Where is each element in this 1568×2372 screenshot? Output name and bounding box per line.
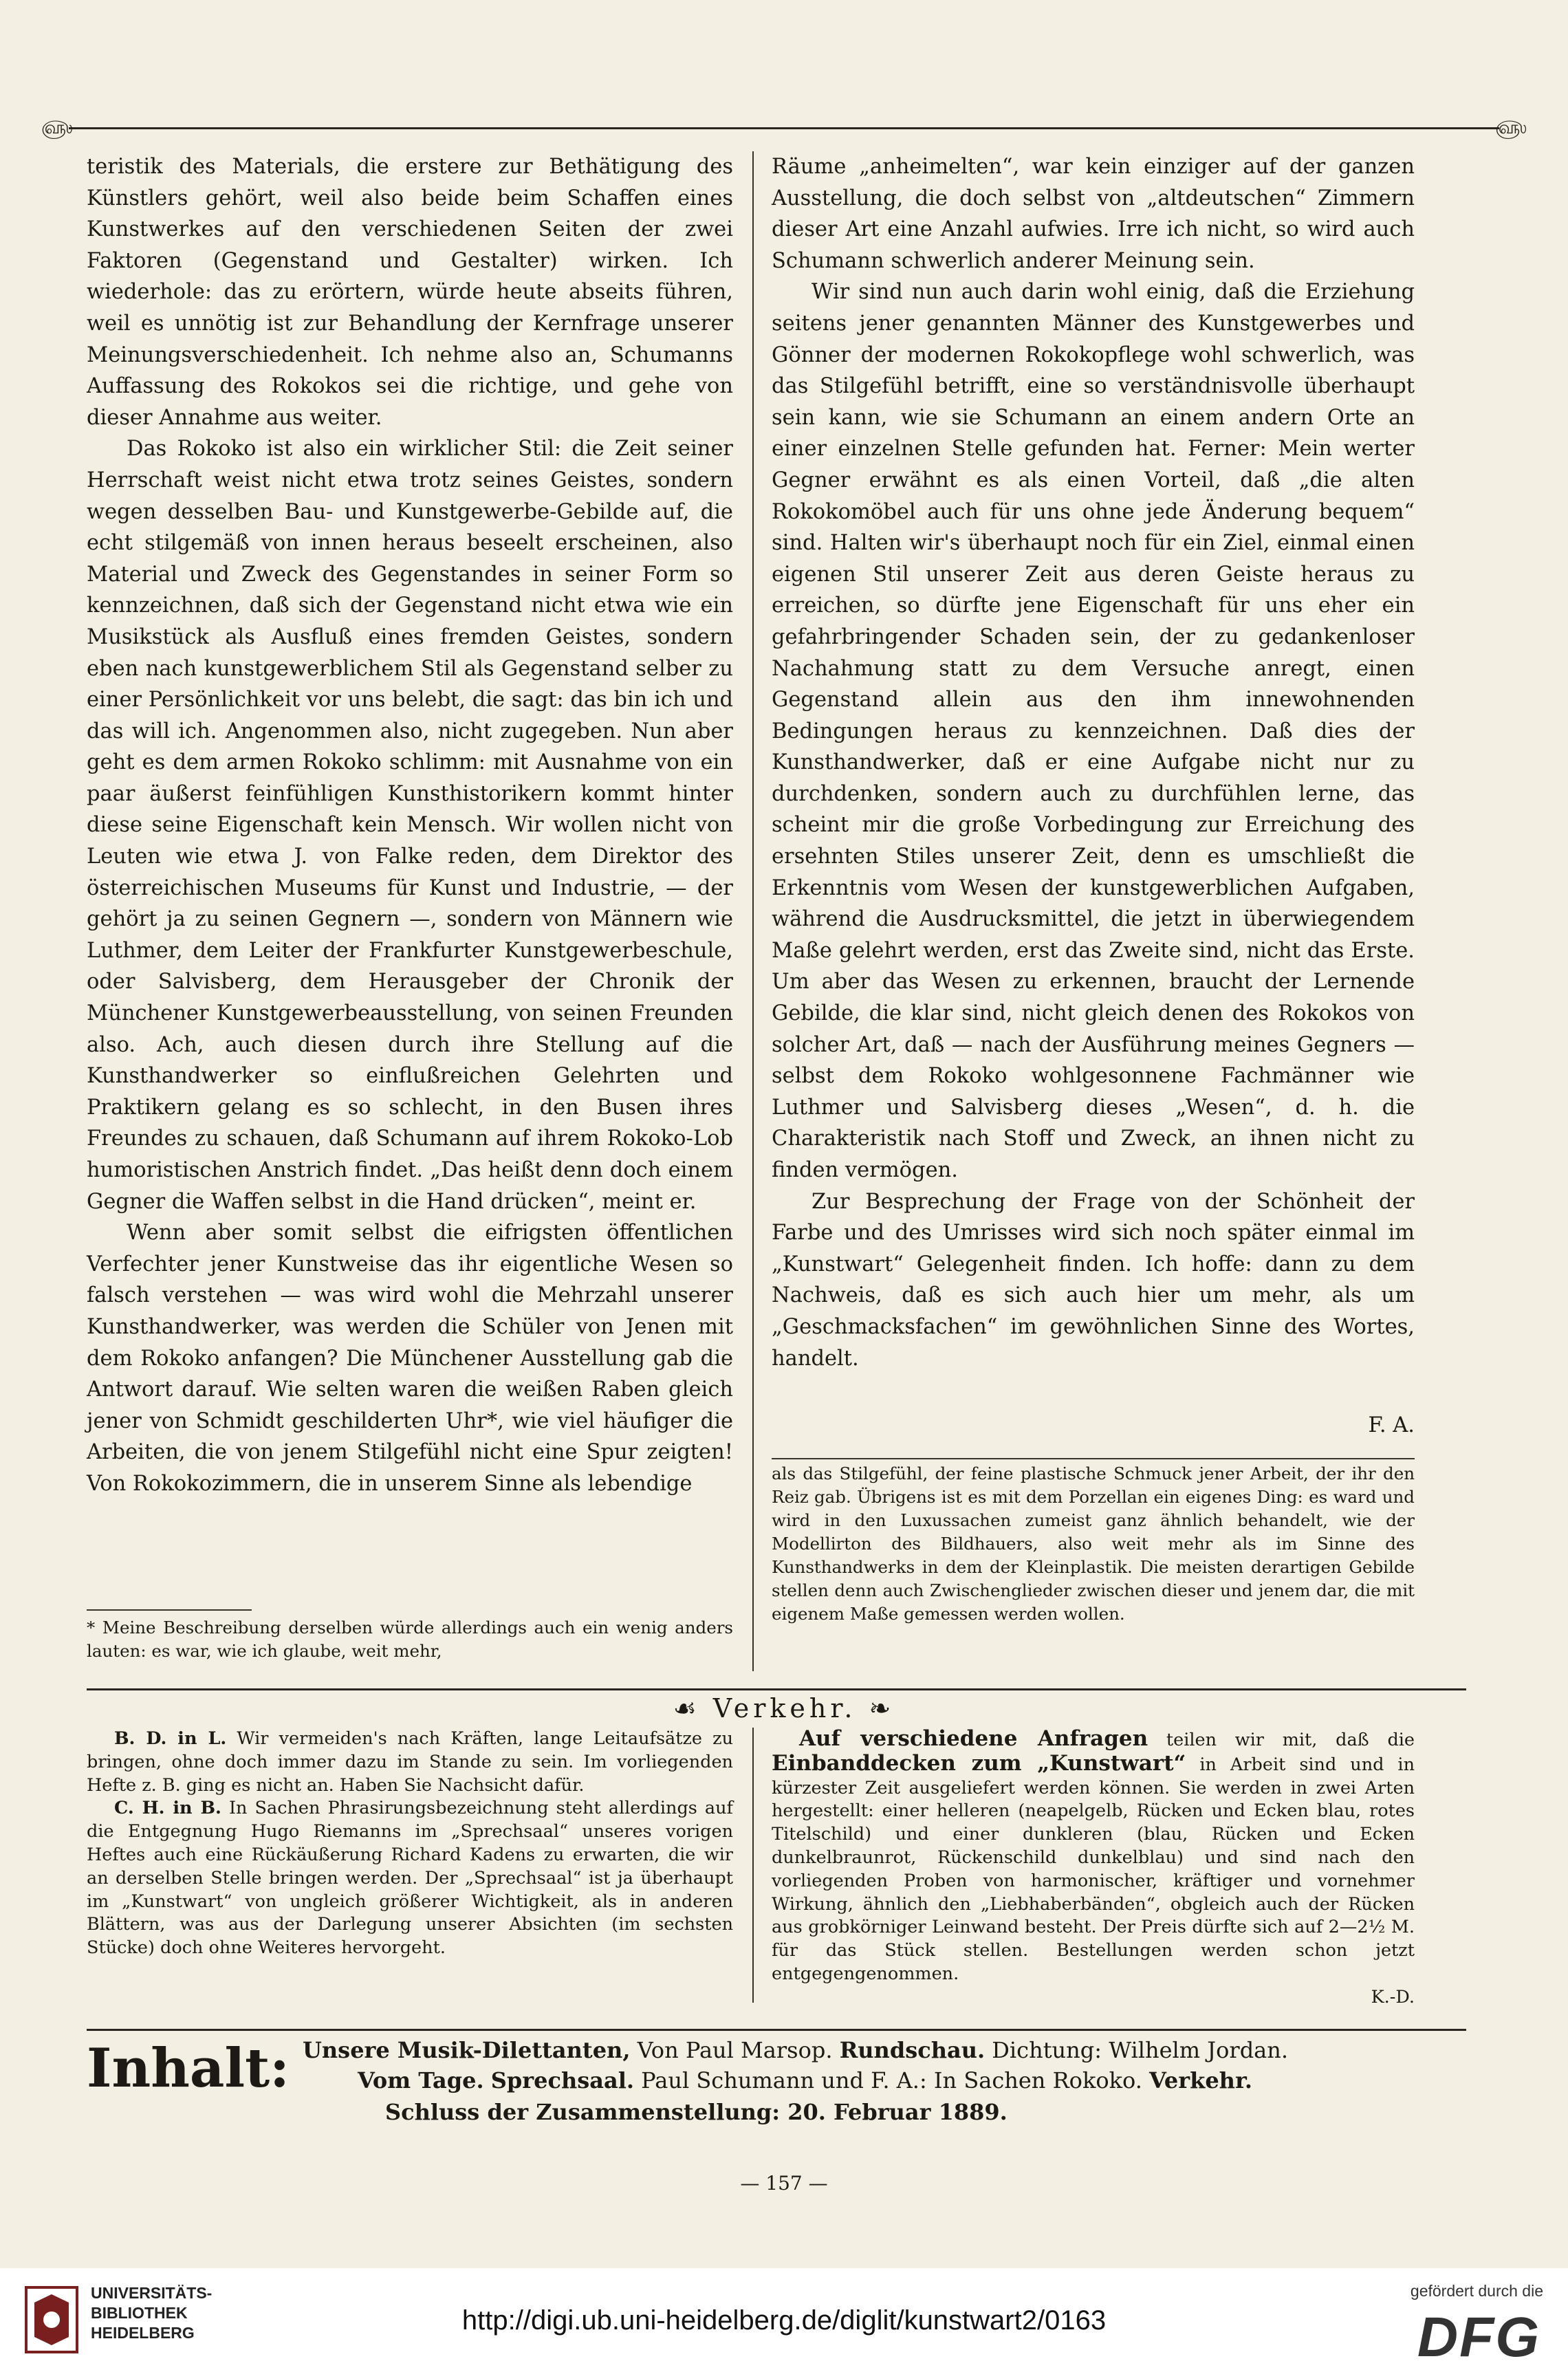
source-url[interactable]: http://digi.ub.uni-heidelberg.de/diglit/kunstwart2/0163 [461, 2305, 1107, 2336]
ornament-curl-icon: ௵ [1495, 118, 1527, 138]
contents-label: Inhalt: [87, 2037, 290, 2100]
footnote-text: * Meine Beschreibung derselben würde allerdings auch ein wenig anders lauten: es war, wie ich glaube, weit mehr, [87, 1618, 733, 1661]
funder-logo: DFG [1417, 2306, 1540, 2369]
institution-name: UNIVERSITÄTS- BIBLIOTHEK HEIDELBERG [91, 2284, 213, 2342]
funder-caption: gefördert durch die [1410, 2282, 1543, 2300]
verkehr-entry: B. D. in L. Wir vermeiden's nach Kräften, lange Leitaufsätze zu bringen, ohne doch immer dazu im Stande zu sein. Im vorliegenden Hefte z. B. ging es nicht an. Haben Sie Nachsicht dafür. [87, 1728, 733, 1796]
page-number: — 157 — [740, 2172, 828, 2195]
ornament-right-icon: ❧ [856, 1693, 895, 1723]
verkehr-signature: K.-D. [1371, 1986, 1415, 2008]
article-column-right [772, 151, 1415, 1374]
column-divider [752, 1728, 754, 2003]
section-rule [87, 2029, 1466, 2031]
paragraph: Wir sind nun auch darin wohl einig, daß die Erziehung seitens jener genannten Männer des Kunstgewerbes und Gönner der modernen Rokokopflege wohl schwerlich, was das Stilgefühl betrifft, eine so verständnisvolle überhaupt sein kann, wie sie Schumann an einem andern Orte an einer einzelnen Stelle gefunden hat. Ferner: Mein werter Gegner erwähnt es als einen Vorteil, daß „die alten Rokokomöbel auch für uns ohne jede Änderung bequem“ sind. Halten wir's überhaupt noch für ein Ziel, einmal einen eigenen Stil unserer Zeit aus deren Geiste heraus zu erreichen, so dürfte jene Eigenschaft für uns eher ein gefahrbringender Schaden sein, der zu gedankenloser Nachahmung statt zu dem Versuche anregt, einen Gegenstand allein aus den ihm innewohnenden Bedingungen heraus zu kennzeichnen. Daß dies der Kunsthandwerker, daß er eine Aufgabe nicht nur zu durchdenken, sondern auch zu durchfühlen lerne, das scheint mir die große Vorbedingung zur Erreichung des ersehnten Stiles unserer Zeit, denn es umschließt die Erkenntnis vom Wesen der kunstgewerblichen Aufgaben, während die Ausdrucksmittel, die jetzt in überwiegendem Maße gelehrt werden, erst das Zweite sind, nicht das Erste. Um aber das Wesen zu erkennen, braucht der Lernende Gebilde, die klar sind, nicht gleich denen des Rokokos von solcher Art, daß — nach der Ausführung meines Gegners — selbst dem Rokoko wohlgesonnene Fachmänner wie Luthmer und Salvisberg dieses „Wesen“, d. h. die Charakteristik nach Stoff und Zweck, an ihnen nicht zu finden vermögen. [772, 280, 1415, 1182]
verkehr-entry: C. H. in B. In Sachen Phrasirungsbezeichnung steht allerdings auf die Entgegnung Hugo Riemanns im „Sprechsaal“ unseres vorigen Heftes auch eine Rückäußerung Richard Kadens zu erwarten, die wir an derselben Stelle bringen werden. Der „Sprechsaal“ ist ja überhaupt im „Kunstwart“ von ungleich größerer Wichtigkeit, als in anderen Blättern, was aus der Darlegung unserer Absichten (im sechsten Stücke) doch ohne Weiteres hervorgeht. [87, 1798, 733, 1959]
paragraph: Wenn aber somit selbst die eifrigsten öffentlichen Verfechter jener Kunstweise das ihr eigentliche Wesen so falsch verstehen — was wird wohl die Mehrzahl unserer Kunsthandwerker, was werden die Schüler von Jenen mit dem Rokoko anfangen? Die Münchener Ausstellung gab die Antwort darauf. Wie selten waren die weißen Raben gleich jener von Schmidt geschilderten Uhr*, wie viel häufiger die Arbeiten, die von jenem Stilgefühl nicht eine Spur zeigten! Von Rokokozimmern, die in unserem Sinne als lebendige [87, 1221, 733, 1496]
paragraph: teristik des Materials, die erstere zur Bethätigung des Künstlers gehört, weil also beide beim Schaffen eines Kunstwerkes auf den verschiedenen Seiten der zwei Faktoren (Gegenstand und Gestalter) wirken. Ich wiederhole: das zu erörtern, würde heute abseits führen, weil es unnötig ist zur Behandlung der Kernfrage unserer Meinungsverschiedenheit. Ich nehme also an, Schumanns Auffassung des Rokokos sei die richtige, und gehe von dieser Annahme aus weiter. [87, 155, 733, 430]
section-heading-verkehr: ☙ Verkehr. ❧ [673, 1693, 895, 1723]
footnote-rule [87, 1609, 252, 1611]
footnote-left [87, 1616, 733, 1663]
footnote-rule [772, 1458, 1415, 1459]
contents-line: Unsere Musik-Dilettanten, Von Paul Marsop. Rundschau. Dichtung: Wilhelm Jordan. [303, 2037, 1289, 2063]
contents-line: Vom Tage. Sprechsaal. Paul Schumann und F. A.: In Sachen Rokoko. Verkehr. [358, 2067, 1252, 2093]
paragraph: Räume „anheimelten“, war kein einziger auf der ganzen Ausstellung, die doch selbst von „altdeutschen“ Zimmern dieser Art eine Anzahl aufwies. Irre ich nicht, so wird auch Schumann schwerlich anderer Meinung sein. [772, 155, 1415, 273]
footnote-text: als das Stilgefühl, der feine plastische Schmuck jener Arbeit, der ihr den Reiz gab. Übrigens ist es mit dem Porzellan ein eigenes Ding: es ward und wird in den Luxussachen zumeist ganz ähnlich behandelt, wie der Modellirton des Bildhauers, also weit mehr als im Sinne des Kunsthandwerks in dem der Kleinplastik. Die meisten derartigen Gebilde stellen denn auch Zwischenglieder zwischen dieser und jenem dar, die mit eigenem Maße gemessen werden wollen. [772, 1464, 1415, 1624]
verkehr-left [87, 1728, 733, 1960]
ornament-left-icon: ☙ [673, 1693, 713, 1723]
verkehr-right [772, 1728, 1415, 2010]
footnote-right [772, 1462, 1415, 1626]
contents-closing-date: Schluss der Zusammenstellung: 20. Februar 1889. [385, 2099, 1008, 2125]
paragraph: Das Rokoko ist also ein wirklicher Stil: die Zeit seiner Herrschaft weist nicht etwa trotz seines Geistes, sondern wegen desselben Bau- und Kunstgewerbe-Gebilde auf, die echt stilgemäß von innen heraus beseelt erscheinen, also Material und Zweck des Gegenstandes in seiner Form so kennzeichnen, daß sich der Gegenstand nicht etwa wie ein Musikstück als Ausfluß eines fremden Geistes, sondern eben nach kunstgewerblichem Stil als Gegenstand selber zu einer Persönlichkeit vor uns belebt, die sagt: das bin ich und das will ich. Angenommen also, nicht zugegeben. Nun aber geht es dem armen Rokoko schlimm: mit Ausnahme von ein paar äußerst feinfühligen Kunsthistorikern kommt hinter diese seine Eigenschaft kein Mensch. Wir wollen nicht von Leuten wie etwa J. von Falke reden, dem Direktor des österreichischen Museums für Kunst und Industrie, — der gehört ja zu seinen Gegnern —, sondern von Männern wie Luthmer, dem Leiter der Frankfurter Kunstgewerbeschule, oder Salvisberg, dem Herausgeber der Chronik der Münchener Kunstgewerbeausstellung, von seinen Freunden also. Ach, auch diesen durch ihre Stellung auf die Kunsthandwerker so einflußreichen Gelehrten und Praktikern gelang es so schlecht, in den Busen ihres Freundes zu schauen, daß Schumann auf ihrem Rokoko-Lob humoristischen Anstrich findet. „Das heißt denn doch einem Gegner die Waffen selbst in die Hand drücken“, meint er. [87, 437, 734, 1214]
top-ornament-rule [41, 118, 1527, 138]
article-column-left [87, 151, 733, 1500]
section-rule [87, 1688, 1466, 1690]
ornament-curl-icon: ௵ [41, 118, 73, 138]
author-signature: F. A. [1368, 1413, 1415, 1437]
verkehr-entry: Auf verschiedene Anfragen teilen wir mit, daß die Einbanddecken zum „Kunstwart“ in Arbeit sind und in kürzester Zeit ausgeliefert werden können. Sie werden in zwei Arten hergestellt: einer helleren (neapelgelb, Rücken und Ecken blau, rotes Titelschild) und einer dunkleren (blau, Rücken und Ecken dunkelbraunrot, Rückenschild dunkelblau) und sind nach den vorliegenden Proben von harmonischer, kräftiger und vornehmer Wirkung, ähnlich den „Liebhaberbänden“, obgleich auch der Rücken aus grobkörniger Leinwand besteht. Der Preis dürfte sich auf 2—2½ M. für das Stück stellen. Bestellungen werden schon jetzt entgegengenommen. [772, 1726, 1415, 1984]
column-divider [752, 151, 754, 1671]
signature-block [772, 1410, 1415, 1441]
paragraph: Zur Besprechung der Frage von der Schönheit der Farbe und des Umrisses wird sich noch später einmal im „Kunstwart“ Gelegenheit finden. Ich hoffe: dann zu dem Nachweis, daß es sich auch hier um mehr, als um „Geschmacksfachen“ im gewöhnlichen Sinne des Wortes, handelt. [772, 1189, 1415, 1371]
